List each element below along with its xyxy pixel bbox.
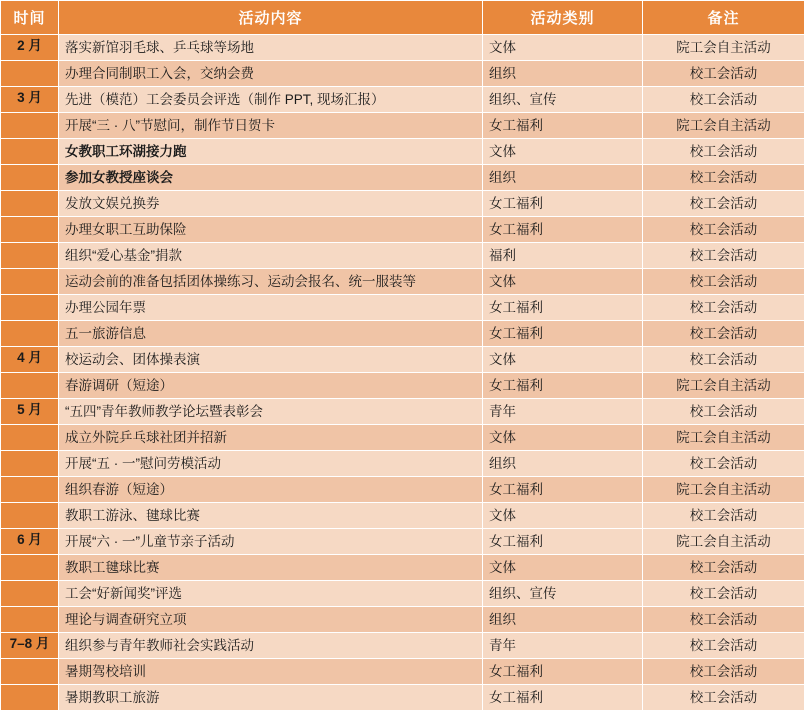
cell-category: 女工福利 (483, 321, 643, 347)
cell-activity: 教职工游泳、毽球比赛 (59, 503, 483, 529)
cell-category: 女工福利 (483, 477, 643, 503)
cell-note: 校工会活动 (643, 607, 804, 633)
cell-activity: 开展“三 · 八”节慰问，制作节日贺卡 (59, 113, 483, 139)
cell-activity: 教职工毽球比赛 (59, 555, 483, 581)
cell-note: 校工会活动 (643, 451, 804, 477)
cell-note: 校工会活动 (643, 555, 804, 581)
cell-category: 文体 (483, 503, 643, 529)
cell-category: 文体 (483, 35, 643, 61)
table-row (1, 321, 804, 347)
cell-category: 文体 (483, 347, 643, 373)
cell-category: 青年 (483, 633, 643, 659)
cell-activity: 女教职工环湖接力跑 (59, 139, 483, 165)
table-row (1, 87, 804, 113)
cell-category: 组织 (483, 607, 643, 633)
cell-category: 组织、宣传 (483, 87, 643, 113)
cell-note: 校工会活动 (643, 347, 804, 373)
cell-note: 校工会活动 (643, 87, 804, 113)
cell-time (1, 555, 59, 581)
table-row (1, 217, 804, 243)
cell-note: 校工会活动 (643, 61, 804, 87)
table-row (1, 139, 804, 165)
cell-activity: 办理合同制职工入会，交纳会费 (59, 61, 483, 87)
table-header-row (1, 1, 804, 35)
cell-activity: 开展“六 · 一”儿童节亲子活动 (59, 529, 483, 555)
cell-activity: 组织春游（短途） (59, 477, 483, 503)
cell-activity: 五一旅游信息 (59, 321, 483, 347)
cell-note: 校工会活动 (643, 633, 804, 659)
cell-category: 青年 (483, 399, 643, 425)
cell-activity: 暑期驾校培训 (59, 659, 483, 685)
cell-category: 女工福利 (483, 113, 643, 139)
cell-note: 院工会自主活动 (643, 373, 804, 399)
table-row (1, 35, 804, 61)
table-row (1, 373, 804, 399)
cell-note: 校工会活动 (643, 685, 804, 711)
cell-time: 7–8 月 (1, 633, 59, 659)
cell-category: 文体 (483, 139, 643, 165)
table-row (1, 399, 804, 425)
cell-category: 女工福利 (483, 373, 643, 399)
cell-category: 女工福利 (483, 191, 643, 217)
cell-activity: 参加女教授座谈会 (59, 165, 483, 191)
cell-note: 校工会活动 (643, 165, 804, 191)
cell-time: 4 月 (1, 347, 59, 373)
cell-activity: 组织参与青年教师社会实践活动 (59, 633, 483, 659)
cell-time: 6 月 (1, 529, 59, 555)
cell-time (1, 451, 59, 477)
cell-note: 校工会活动 (643, 243, 804, 269)
cell-activity: 办理公园年票 (59, 295, 483, 321)
column-header-note: 备注 (643, 1, 804, 35)
cell-time (1, 269, 59, 295)
cell-time: 2 月 (1, 35, 59, 61)
cell-note: 校工会活动 (643, 321, 804, 347)
cell-activity: 工会“好新闻奖”评选 (59, 581, 483, 607)
cell-time (1, 685, 59, 711)
cell-time (1, 165, 59, 191)
cell-time (1, 425, 59, 451)
cell-time: 3 月 (1, 87, 59, 113)
cell-note: 校工会活动 (643, 503, 804, 529)
column-header-category: 活动类别 (483, 1, 643, 35)
cell-category: 女工福利 (483, 685, 643, 711)
cell-time (1, 373, 59, 399)
table-body (1, 35, 804, 711)
cell-activity: 办理女职工互助保险 (59, 217, 483, 243)
cell-category: 女工福利 (483, 659, 643, 685)
cell-time (1, 503, 59, 529)
cell-category: 文体 (483, 425, 643, 451)
cell-time (1, 295, 59, 321)
cell-activity: 落实新馆羽毛球、乒乓球等场地 (59, 35, 483, 61)
table-row (1, 581, 804, 607)
cell-note: 校工会活动 (643, 295, 804, 321)
table-row (1, 529, 804, 555)
cell-category: 福利 (483, 243, 643, 269)
table-row (1, 191, 804, 217)
column-header-time: 时间 (1, 1, 59, 35)
table-row (1, 685, 804, 711)
cell-activity: 春游调研（短途） (59, 373, 483, 399)
cell-time (1, 191, 59, 217)
table-row (1, 243, 804, 269)
cell-time: 5 月 (1, 399, 59, 425)
cell-note: 校工会活动 (643, 217, 804, 243)
cell-note: 校工会活动 (643, 139, 804, 165)
table-row (1, 633, 804, 659)
cell-note: 校工会活动 (643, 399, 804, 425)
cell-category: 组织、宣传 (483, 581, 643, 607)
table-row (1, 425, 804, 451)
table-row (1, 295, 804, 321)
cell-time (1, 581, 59, 607)
table-row (1, 165, 804, 191)
cell-category: 女工福利 (483, 295, 643, 321)
cell-activity: 先进（模范）工会委员会评选（制作 PPT, 现场汇报） (59, 87, 483, 113)
cell-category: 组织 (483, 451, 643, 477)
cell-time (1, 321, 59, 347)
cell-category: 组织 (483, 165, 643, 191)
cell-activity: 校运动会、团体操表演 (59, 347, 483, 373)
cell-note: 院工会自主活动 (643, 529, 804, 555)
cell-time (1, 217, 59, 243)
table-row (1, 61, 804, 87)
table-row (1, 659, 804, 685)
cell-time (1, 243, 59, 269)
cell-category: 女工福利 (483, 529, 643, 555)
cell-time (1, 659, 59, 685)
cell-note: 院工会自主活动 (643, 113, 804, 139)
cell-note: 校工会活动 (643, 191, 804, 217)
cell-activity: 组织“爱心基金”捐款 (59, 243, 483, 269)
table-row (1, 347, 804, 373)
cell-activity: “五四”青年教师教学论坛暨表彰会 (59, 399, 483, 425)
column-header-activity: 活动内容 (59, 1, 483, 35)
cell-category: 女工福利 (483, 217, 643, 243)
cell-activity: 理论与调查研究立项 (59, 607, 483, 633)
cell-time (1, 61, 59, 87)
cell-time (1, 113, 59, 139)
cell-time (1, 477, 59, 503)
cell-note: 校工会活动 (643, 269, 804, 295)
table-row (1, 113, 804, 139)
cell-activity: 暑期教职工旅游 (59, 685, 483, 711)
table-row (1, 503, 804, 529)
table-row (1, 269, 804, 295)
cell-category: 文体 (483, 269, 643, 295)
table-row (1, 555, 804, 581)
cell-note: 校工会活动 (643, 659, 804, 685)
cell-note: 院工会自主活动 (643, 35, 804, 61)
cell-category: 文体 (483, 555, 643, 581)
table-row (1, 607, 804, 633)
cell-activity: 发放文娱兑换券 (59, 191, 483, 217)
cell-note: 校工会活动 (643, 581, 804, 607)
cell-category: 组织 (483, 61, 643, 87)
table-row (1, 451, 804, 477)
cell-activity: 开展“五 · 一”慰问劳模活动 (59, 451, 483, 477)
cell-activity: 运动会前的准备包括团体操练习、运动会报名、统一服装等 (59, 269, 483, 295)
table-row (1, 477, 804, 503)
cell-time (1, 139, 59, 165)
cell-note: 院工会自主活动 (643, 477, 804, 503)
cell-note: 院工会自主活动 (643, 425, 804, 451)
cell-activity: 成立外院乒乓球社团并招新 (59, 425, 483, 451)
cell-time (1, 607, 59, 633)
